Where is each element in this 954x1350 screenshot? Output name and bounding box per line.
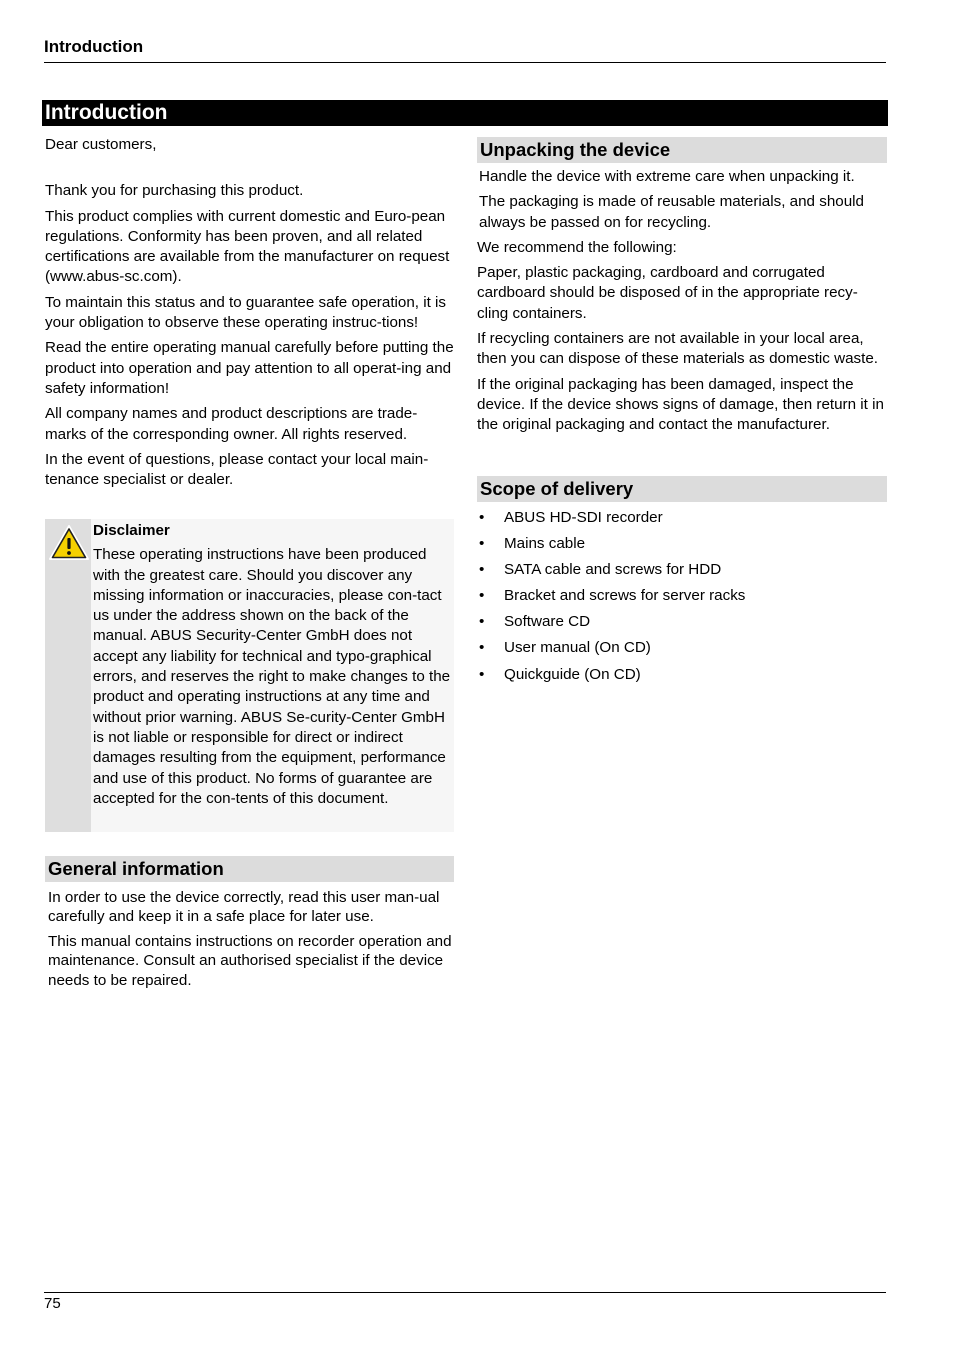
unpacking-paragraph: The packaging is made of reusable materials, and should always be passed on for recycling. [479,193,864,231]
intro-paragraph: Read the entire operating manual carefully before putting the product into operation and pay attention to all operat-ing and safety information! [45,339,454,397]
scope-of-delivery-section [477,476,887,691]
list-item [477,508,887,534]
unpacking-paragraph: If recycling containers are not available in your local area, then you can dispose of these materials as domestic waste. [477,330,878,368]
general-paragraph: In order to use the device correctly, read this user man-ual carefully and keep it in a safe place for later use. [48,889,440,926]
intro-paragraph: Thank you for purchasing this product. [45,182,304,200]
unpacking-paragraph: Handle the device with extreme care when unpacking it. [479,168,855,185]
section-heading: Scope of delivery [477,476,887,502]
list-item-text: Bracket and screws for server racks [504,587,746,605]
chapter-title-bar [42,100,888,126]
bullet: • [479,509,485,526]
chapter-title: Introduction [45,101,168,124]
intro-paragraph: To maintain this status and to guarantee safe operation, it is your obligation to observe these operating instruc-tions! [45,293,447,332]
bullet: • [479,613,485,631]
disclaimer-text: These operating instructions have been produced with the greatest care. Should you discover any missing information or inaccuracies, please con-tact us under the address shown on the back of the manual. ABUS Security-Center GmbH does not accept any liability for technical and typo-graphical errors, and reserves the right to make changes to the product and operating instructions at any time and without prior warning. ABUS Se-curity-Center GmbH is not liable or responsible for direct or indirect damages resulting from the equipment, performance and use of this product. No forms of guarantee are accepted for the con-tents of this document. [93,546,451,807]
footer-rule [44,1292,886,1293]
general-information-section [45,856,454,995]
list-item [477,612,887,638]
intro-paragraph: This product complies with current domestic and Euro-pean regulations. Conformity has been proven, and all related certifications are available from the manufacturer on request (www.abus-sc.com). [45,207,450,286]
disclaimer-icon-strip [45,519,91,832]
list-item-text: SATA cable and screws for HDD [504,561,722,579]
page-number: 75 [44,1295,61,1312]
warning-triangle-icon [47,523,91,563]
intro-paragraph: All company names and product descriptions are trade-marks of the corresponding owner. All rights reserved. [45,405,418,443]
list-item-text: ABUS HD-SDI recorder [504,509,663,526]
unpacking-paragraph: We recommend the following: [477,238,677,256]
running-header: Introduction [44,37,144,56]
list-item [477,534,887,560]
list-item [477,665,887,691]
list-item-text: Mains cable [504,535,586,553]
unpacking-paragraph: If the original packaging has been damaged, inspect the device. If the device shows signs of damage, then return it in the original packaging and contact the manufacturer. [477,375,884,434]
greeting: Dear customers, [45,136,157,153]
list-item-text: Software CD [504,613,591,631]
bullet: • [479,561,485,579]
disclaimer-box [45,519,454,832]
list-item [477,586,887,612]
unpacking-paragraph: Paper, plastic packaging, cardboard and corrugated cardboard should be disposed of in the appropriate recy-cling containers. [477,264,858,322]
disclaimer-content [93,521,453,809]
bullet: • [479,587,485,605]
list-item-text: User manual (On CD) [504,639,651,657]
delivery-list [477,508,887,691]
general-paragraph: This manual contains instructions on recorder operation and maintenance. Consult an authorised specialist if the device needs to be repaired. [48,932,452,989]
section-heading: General information [45,856,454,882]
left-column [45,135,457,495]
unpacking-section [477,137,887,441]
list-item [477,560,887,586]
list-item-text: Quickguide (On CD) [504,665,641,683]
intro-paragraph: In the event of questions, please contact your local main-tenance specialist or dealer. [45,450,429,489]
bullet: • [479,535,485,553]
bullet: • [479,665,485,683]
list-item [477,638,887,664]
bullet: • [479,639,485,657]
section-heading: Unpacking the device [477,137,887,163]
disclaimer-title: Disclaimer [93,522,170,539]
header-rule [44,62,886,63]
